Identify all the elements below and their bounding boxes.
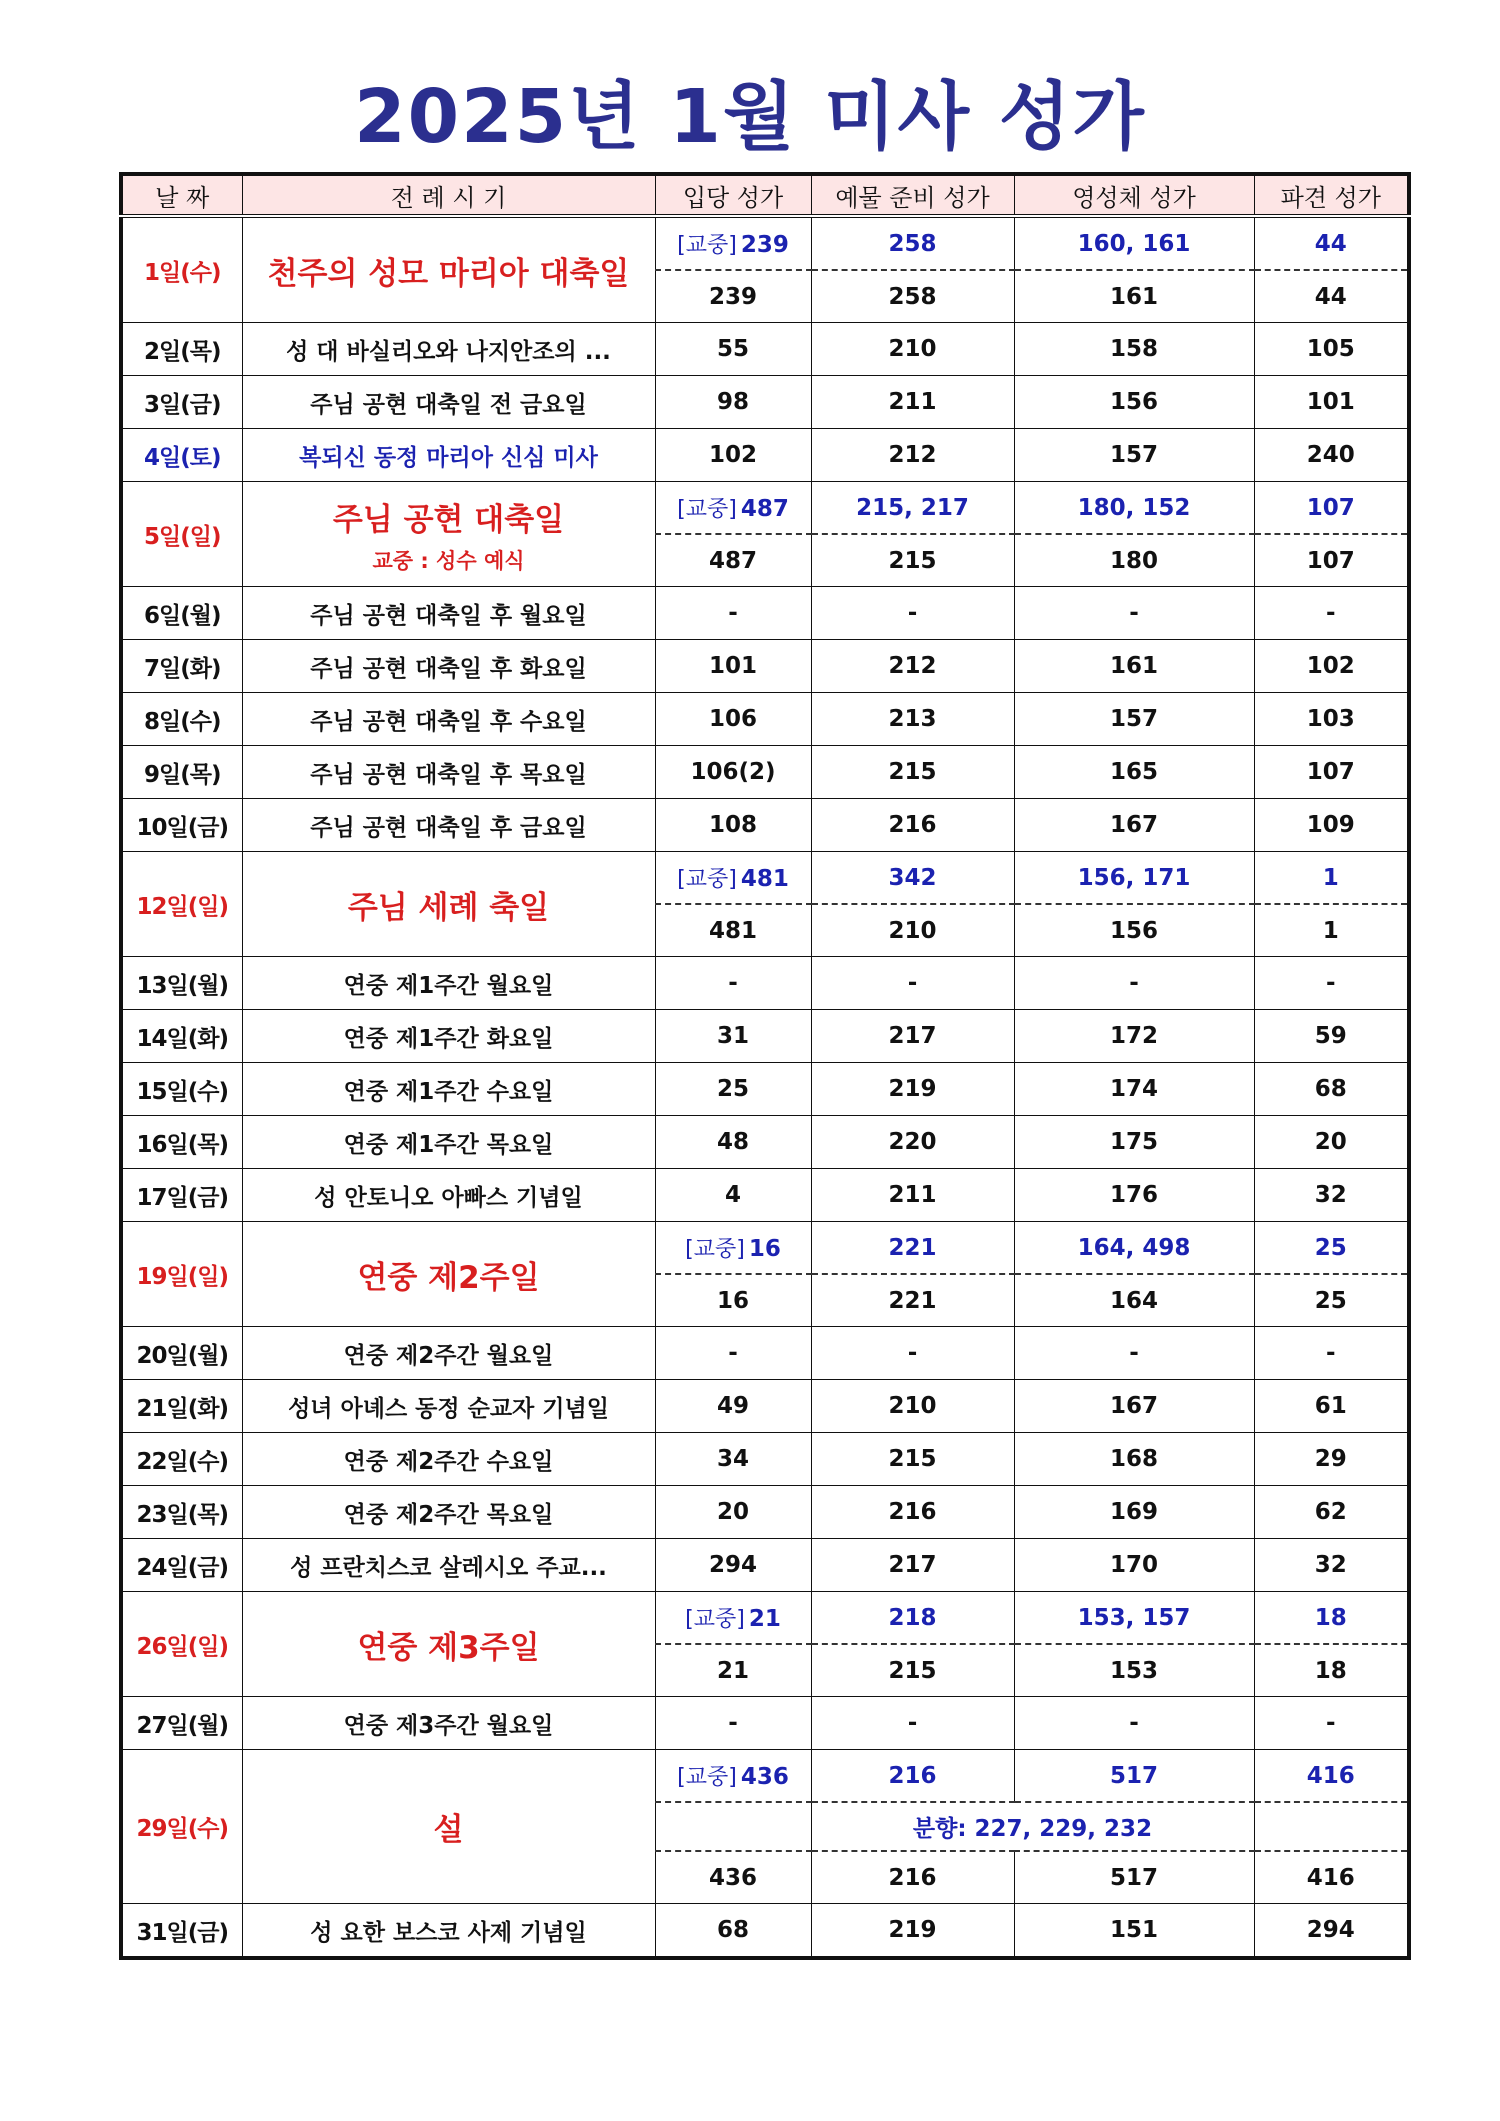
offertory-hymn: - xyxy=(811,1327,1014,1380)
liturgical-day: 연중 제1주간 목요일 xyxy=(242,1116,655,1169)
entrance-hymn: 239 xyxy=(655,270,811,323)
table-row xyxy=(121,1592,1409,1645)
offertory-hymn: 210 xyxy=(811,323,1014,376)
recessional-hymn: 32 xyxy=(1254,1169,1409,1222)
table-row xyxy=(121,693,1409,746)
offertory-hymn: 215 xyxy=(811,746,1014,799)
communion-hymn: 161 xyxy=(1014,270,1254,323)
liturgical-day: 연중 제1주간 화요일 xyxy=(242,1010,655,1063)
entrance-hymn: 108 xyxy=(655,799,811,852)
entrance-hymn: 436 xyxy=(655,1851,811,1904)
hymn-number: 107 xyxy=(1306,494,1355,521)
cathedral-recessional-hymn xyxy=(1254,1750,1409,1803)
offertory-hymn: 215 xyxy=(811,1433,1014,1486)
table-row xyxy=(121,1010,1409,1063)
cathedral-offertory-hymn xyxy=(811,852,1014,905)
liturgical-day: 설 xyxy=(433,1812,464,1848)
entrance-hymn: 106 xyxy=(655,693,811,746)
date-cell: 1일(수) xyxy=(121,216,242,323)
date-cell: 24일(금) xyxy=(121,1539,242,1592)
recessional-hymn: 107 xyxy=(1254,746,1409,799)
hymn-number: 218 xyxy=(888,1604,937,1631)
table-row xyxy=(121,1063,1409,1116)
liturgical-day: 성 안토니오 아빠스 기념일 xyxy=(242,1169,655,1222)
header-date: 날 짜 xyxy=(121,174,242,216)
hymn-number: 156, 171 xyxy=(1077,864,1191,891)
date-cell: 7일(화) xyxy=(121,640,242,693)
liturgical-day: 연중 제1주간 수요일 xyxy=(242,1063,655,1116)
communion-hymn: 157 xyxy=(1014,693,1254,746)
entrance-hymn: 481 xyxy=(655,904,811,957)
recessional-hymn: 25 xyxy=(1254,1274,1409,1327)
communion-hymn: 158 xyxy=(1014,323,1254,376)
date-cell: 19일(일) xyxy=(121,1222,242,1327)
recessional-hymn: 240 xyxy=(1254,429,1409,482)
offertory-hymn: 210 xyxy=(811,1380,1014,1433)
empty-cell xyxy=(655,1802,811,1851)
hymn-number: 221 xyxy=(888,1234,937,1261)
liturgical-day: 복되신 동정 마리아 신심 미사 xyxy=(242,429,655,482)
communion-hymn: 151 xyxy=(1014,1904,1254,1959)
date-cell: 4일(토) xyxy=(121,429,242,482)
date-cell: 13일(월) xyxy=(121,957,242,1010)
offertory-hymn: 220 xyxy=(811,1116,1014,1169)
recessional-hymn: 20 xyxy=(1254,1116,1409,1169)
entrance-hymn: 4 xyxy=(655,1169,811,1222)
liturgical-day: 연중 제2주일 xyxy=(357,1259,540,1296)
offertory-hymn: 219 xyxy=(811,1063,1014,1116)
header-liturgical-season: 전 례 시 기 xyxy=(242,174,655,216)
cathedral-mass-label: [교중] xyxy=(685,1237,745,1262)
communion-hymn: 167 xyxy=(1014,1380,1254,1433)
empty-cell xyxy=(1254,1802,1409,1851)
hymn-number: 239 xyxy=(740,232,789,258)
table-row xyxy=(121,1750,1409,1803)
table-row xyxy=(121,1380,1409,1433)
date-cell: 27일(월) xyxy=(121,1697,242,1750)
date-cell: 5일(일) xyxy=(121,482,242,587)
communion-hymn: 156 xyxy=(1014,904,1254,957)
liturgical-day: 연중 제2주간 월요일 xyxy=(242,1327,655,1380)
communion-hymn: 168 xyxy=(1014,1433,1254,1486)
entrance-hymn: 294 xyxy=(655,1539,811,1592)
communion-hymn: - xyxy=(1014,957,1254,1010)
offertory-hymn: 217 xyxy=(811,1010,1014,1063)
table-row xyxy=(121,376,1409,429)
table-row xyxy=(121,746,1409,799)
cathedral-entrance-hymn xyxy=(655,1750,811,1803)
recessional-hymn: 18 xyxy=(1254,1644,1409,1697)
date-cell: 6일(월) xyxy=(121,587,242,640)
hymn-number: 164, 498 xyxy=(1077,1234,1191,1261)
cathedral-mass-label: [교중] xyxy=(677,1765,737,1790)
hymn-number: 481 xyxy=(740,866,789,892)
offertory-hymn: 215 xyxy=(811,1644,1014,1697)
recessional-hymn: - xyxy=(1254,957,1409,1010)
hymn-number: 16 xyxy=(748,1236,781,1262)
entrance-hymn: 34 xyxy=(655,1433,811,1486)
cathedral-entrance-hymn xyxy=(655,482,811,535)
liturgical-day-cell xyxy=(242,1222,655,1327)
offertory-hymn: 221 xyxy=(811,1274,1014,1327)
entrance-hymn: 20 xyxy=(655,1486,811,1539)
cathedral-communion-hymn xyxy=(1014,1750,1254,1803)
hymn-number: 153, 157 xyxy=(1077,1604,1191,1631)
cathedral-recessional-hymn xyxy=(1254,1222,1409,1275)
offertory-hymn: 258 xyxy=(811,270,1014,323)
communion-hymn: 175 xyxy=(1014,1116,1254,1169)
entrance-hymn: 49 xyxy=(655,1380,811,1433)
recessional-hymn: 68 xyxy=(1254,1063,1409,1116)
recessional-hymn: - xyxy=(1254,1327,1409,1380)
page-title: 2025년 1월 미사 성가 xyxy=(354,74,1146,160)
table-row xyxy=(121,799,1409,852)
hymn-schedule-table xyxy=(119,172,1411,1960)
table-row xyxy=(121,852,1409,905)
date-cell: 14일(화) xyxy=(121,1010,242,1063)
hymn-number: 216 xyxy=(888,1762,937,1789)
hymn-number: 517 xyxy=(1109,1762,1158,1789)
hymn-number: 416 xyxy=(1306,1762,1355,1789)
date-cell: 31일(금) xyxy=(121,1904,242,1959)
offertory-hymn: 217 xyxy=(811,1539,1014,1592)
cathedral-offertory-hymn xyxy=(811,482,1014,535)
header-recessional-hymn: 파견 성가 xyxy=(1254,174,1409,216)
date-cell: 17일(금) xyxy=(121,1169,242,1222)
communion-hymn: - xyxy=(1014,587,1254,640)
recessional-hymn: 109 xyxy=(1254,799,1409,852)
table-row xyxy=(121,323,1409,376)
offertory-hymn: 212 xyxy=(811,429,1014,482)
liturgical-day: 성 대 바실리오와 나지안조의 ... xyxy=(242,323,655,376)
recessional-hymn: 59 xyxy=(1254,1010,1409,1063)
cathedral-mass-label: [교중] xyxy=(685,1607,745,1632)
liturgical-note: 교중 : 성수 예식 xyxy=(372,548,525,573)
offertory-hymn: 216 xyxy=(811,1486,1014,1539)
liturgical-day: 연중 제3주일 xyxy=(357,1629,540,1666)
hymn-number: 342 xyxy=(888,864,937,891)
communion-hymn: 167 xyxy=(1014,799,1254,852)
liturgical-day: 연중 제3주간 월요일 xyxy=(242,1697,655,1750)
table-row xyxy=(121,1222,1409,1275)
liturgical-day: 천주의 성모 마리아 대축일 xyxy=(267,255,630,292)
liturgical-day: 연중 제2주간 목요일 xyxy=(242,1486,655,1539)
cathedral-offertory-hymn xyxy=(811,1222,1014,1275)
liturgical-day: 주님 공현 대축일 후 목요일 xyxy=(242,746,655,799)
cathedral-entrance-hymn xyxy=(655,852,811,905)
entrance-hymn: 102 xyxy=(655,429,811,482)
offertory-hymn: 212 xyxy=(811,640,1014,693)
hymn-number: 18 xyxy=(1314,1604,1347,1631)
cathedral-entrance-hymn xyxy=(655,1222,811,1275)
entrance-hymn: 487 xyxy=(655,534,811,587)
recessional-hymn: - xyxy=(1254,587,1409,640)
entrance-hymn: - xyxy=(655,1327,811,1380)
hymn-number: 258 xyxy=(888,230,937,257)
entrance-hymn: - xyxy=(655,1697,811,1750)
offertory-hymn: 211 xyxy=(811,1169,1014,1222)
recessional-hymn: 101 xyxy=(1254,376,1409,429)
communion-hymn: 170 xyxy=(1014,1539,1254,1592)
offertory-hymn: 210 xyxy=(811,904,1014,957)
entrance-hymn: 31 xyxy=(655,1010,811,1063)
liturgical-day-cell xyxy=(242,1592,655,1697)
hymn-number: 160, 161 xyxy=(1077,230,1191,257)
cathedral-communion-hymn xyxy=(1014,1222,1254,1275)
entrance-hymn: - xyxy=(655,587,811,640)
cathedral-recessional-hymn xyxy=(1254,852,1409,905)
table-row xyxy=(121,1169,1409,1222)
offertory-hymn: 211 xyxy=(811,376,1014,429)
liturgical-day-cell xyxy=(242,482,655,587)
communion-hymn: 165 xyxy=(1014,746,1254,799)
cathedral-entrance-hymn xyxy=(655,1592,811,1645)
communion-hymn: - xyxy=(1014,1327,1254,1380)
entrance-hymn: 21 xyxy=(655,1644,811,1697)
cathedral-offertory-hymn xyxy=(811,216,1014,270)
recessional-hymn: 32 xyxy=(1254,1539,1409,1592)
table-row xyxy=(121,1904,1409,1959)
cathedral-mass-label: [교중] xyxy=(677,867,737,892)
table-row xyxy=(121,429,1409,482)
cathedral-recessional-hymn xyxy=(1254,216,1409,270)
entrance-hymn: 98 xyxy=(655,376,811,429)
communion-hymn: 164 xyxy=(1014,1274,1254,1327)
header-entrance-hymn: 입당 성가 xyxy=(655,174,811,216)
hymn-number: 487 xyxy=(740,496,789,522)
liturgical-day: 주님 공현 대축일 xyxy=(332,501,565,538)
table-row xyxy=(121,1433,1409,1486)
date-cell: 15일(수) xyxy=(121,1063,242,1116)
cathedral-mass-label: [교중] xyxy=(677,497,737,522)
offertory-hymn: - xyxy=(811,957,1014,1010)
hymn-number: 180, 152 xyxy=(1077,494,1191,521)
liturgical-day: 성 요한 보스코 사제 기념일 xyxy=(242,1904,655,1959)
entrance-hymn: 106(2) xyxy=(655,746,811,799)
communion-hymn: 157 xyxy=(1014,429,1254,482)
liturgical-day: 주님 세례 축일 xyxy=(347,889,550,926)
date-cell: 16일(목) xyxy=(121,1116,242,1169)
hymn-number: 44 xyxy=(1314,230,1347,257)
date-cell: 9일(목) xyxy=(121,746,242,799)
date-cell: 8일(수) xyxy=(121,693,242,746)
liturgical-day: 연중 제1주간 월요일 xyxy=(242,957,655,1010)
liturgical-day: 성녀 아녜스 동정 순교자 기념일 xyxy=(242,1380,655,1433)
table-row xyxy=(121,216,1409,270)
liturgical-day: 주님 공현 대축일 후 수요일 xyxy=(242,693,655,746)
entrance-hymn: 68 xyxy=(655,1904,811,1959)
recessional-hymn: 62 xyxy=(1254,1486,1409,1539)
entrance-hymn: 55 xyxy=(655,323,811,376)
recessional-hymn: 294 xyxy=(1254,1904,1409,1959)
hymn-number: 215, 217 xyxy=(856,494,969,521)
liturgical-day-cell xyxy=(242,852,655,957)
table-row xyxy=(121,1116,1409,1169)
communion-hymn: 169 xyxy=(1014,1486,1254,1539)
table-row xyxy=(121,1486,1409,1539)
date-cell: 2일(목) xyxy=(121,323,242,376)
incense-hymns: 분향: 227, 229, 232 xyxy=(811,1802,1254,1851)
date-cell: 26일(일) xyxy=(121,1592,242,1697)
cathedral-communion-hymn xyxy=(1014,852,1254,905)
header-communion-hymn: 영성체 성가 xyxy=(1014,174,1254,216)
date-cell: 21일(화) xyxy=(121,1380,242,1433)
recessional-hymn: 103 xyxy=(1254,693,1409,746)
offertory-hymn: 213 xyxy=(811,693,1014,746)
entrance-hymn: 101 xyxy=(655,640,811,693)
table-row xyxy=(121,1697,1409,1750)
date-cell: 20일(월) xyxy=(121,1327,242,1380)
date-cell: 23일(목) xyxy=(121,1486,242,1539)
liturgical-day: 주님 공현 대축일 후 화요일 xyxy=(242,640,655,693)
communion-hymn: 517 xyxy=(1014,1851,1254,1904)
hymn-number: 25 xyxy=(1314,1234,1347,1261)
hymn-number: 1 xyxy=(1322,864,1339,891)
recessional-hymn: 44 xyxy=(1254,270,1409,323)
communion-hymn: 176 xyxy=(1014,1169,1254,1222)
communion-hymn: 153 xyxy=(1014,1644,1254,1697)
recessional-hymn: 1 xyxy=(1254,904,1409,957)
liturgical-day-cell xyxy=(242,216,655,323)
liturgical-day-cell xyxy=(242,1750,655,1904)
header-row xyxy=(121,174,1409,216)
table-row xyxy=(121,587,1409,640)
recessional-hymn: 107 xyxy=(1254,534,1409,587)
offertory-hymn: 216 xyxy=(811,1851,1014,1904)
date-cell: 12일(일) xyxy=(121,852,242,957)
cathedral-communion-hymn xyxy=(1014,216,1254,270)
offertory-hymn: 219 xyxy=(811,1904,1014,1959)
offertory-hymn: 215 xyxy=(811,534,1014,587)
table-row xyxy=(121,1327,1409,1380)
date-cell: 3일(금) xyxy=(121,376,242,429)
communion-hymn: 174 xyxy=(1014,1063,1254,1116)
communion-hymn: 172 xyxy=(1014,1010,1254,1063)
recessional-hymn: - xyxy=(1254,1697,1409,1750)
communion-hymn: 156 xyxy=(1014,376,1254,429)
offertory-hymn: 216 xyxy=(811,799,1014,852)
hymn-number: 21 xyxy=(748,1606,781,1632)
date-cell: 29일(수) xyxy=(121,1750,242,1904)
communion-hymn: 161 xyxy=(1014,640,1254,693)
table-row xyxy=(121,482,1409,535)
entrance-hymn: 16 xyxy=(655,1274,811,1327)
communion-hymn: - xyxy=(1014,1697,1254,1750)
entrance-hymn: - xyxy=(655,957,811,1010)
date-cell: 22일(수) xyxy=(121,1433,242,1486)
cathedral-mass-label: [교중] xyxy=(677,233,737,258)
cathedral-entrance-hymn xyxy=(655,216,811,270)
table-row xyxy=(121,640,1409,693)
date-cell: 10일(금) xyxy=(121,799,242,852)
cathedral-recessional-hymn xyxy=(1254,482,1409,535)
liturgical-day: 주님 공현 대축일 전 금요일 xyxy=(242,376,655,429)
header-offertory-hymn: 예물 준비 성가 xyxy=(811,174,1014,216)
cathedral-offertory-hymn xyxy=(811,1750,1014,1803)
cathedral-offertory-hymn xyxy=(811,1592,1014,1645)
entrance-hymn: 25 xyxy=(655,1063,811,1116)
offertory-hymn: - xyxy=(811,587,1014,640)
cathedral-recessional-hymn xyxy=(1254,1592,1409,1645)
recessional-hymn: 416 xyxy=(1254,1851,1409,1904)
hymn-number: 436 xyxy=(740,1764,789,1790)
cathedral-communion-hymn xyxy=(1014,1592,1254,1645)
recessional-hymn: 61 xyxy=(1254,1380,1409,1433)
liturgical-day: 주님 공현 대축일 후 월요일 xyxy=(242,587,655,640)
recessional-hymn: 29 xyxy=(1254,1433,1409,1486)
offertory-hymn: - xyxy=(811,1697,1014,1750)
communion-hymn: 180 xyxy=(1014,534,1254,587)
recessional-hymn: 102 xyxy=(1254,640,1409,693)
liturgical-day: 성 프란치스코 살레시오 주교... xyxy=(242,1539,655,1592)
liturgical-day: 주님 공현 대축일 후 금요일 xyxy=(242,799,655,852)
liturgical-day: 연중 제2주간 수요일 xyxy=(242,1433,655,1486)
entrance-hymn: 48 xyxy=(655,1116,811,1169)
table-row xyxy=(121,1539,1409,1592)
table-row xyxy=(121,957,1409,1010)
recessional-hymn: 105 xyxy=(1254,323,1409,376)
cathedral-communion-hymn xyxy=(1014,482,1254,535)
